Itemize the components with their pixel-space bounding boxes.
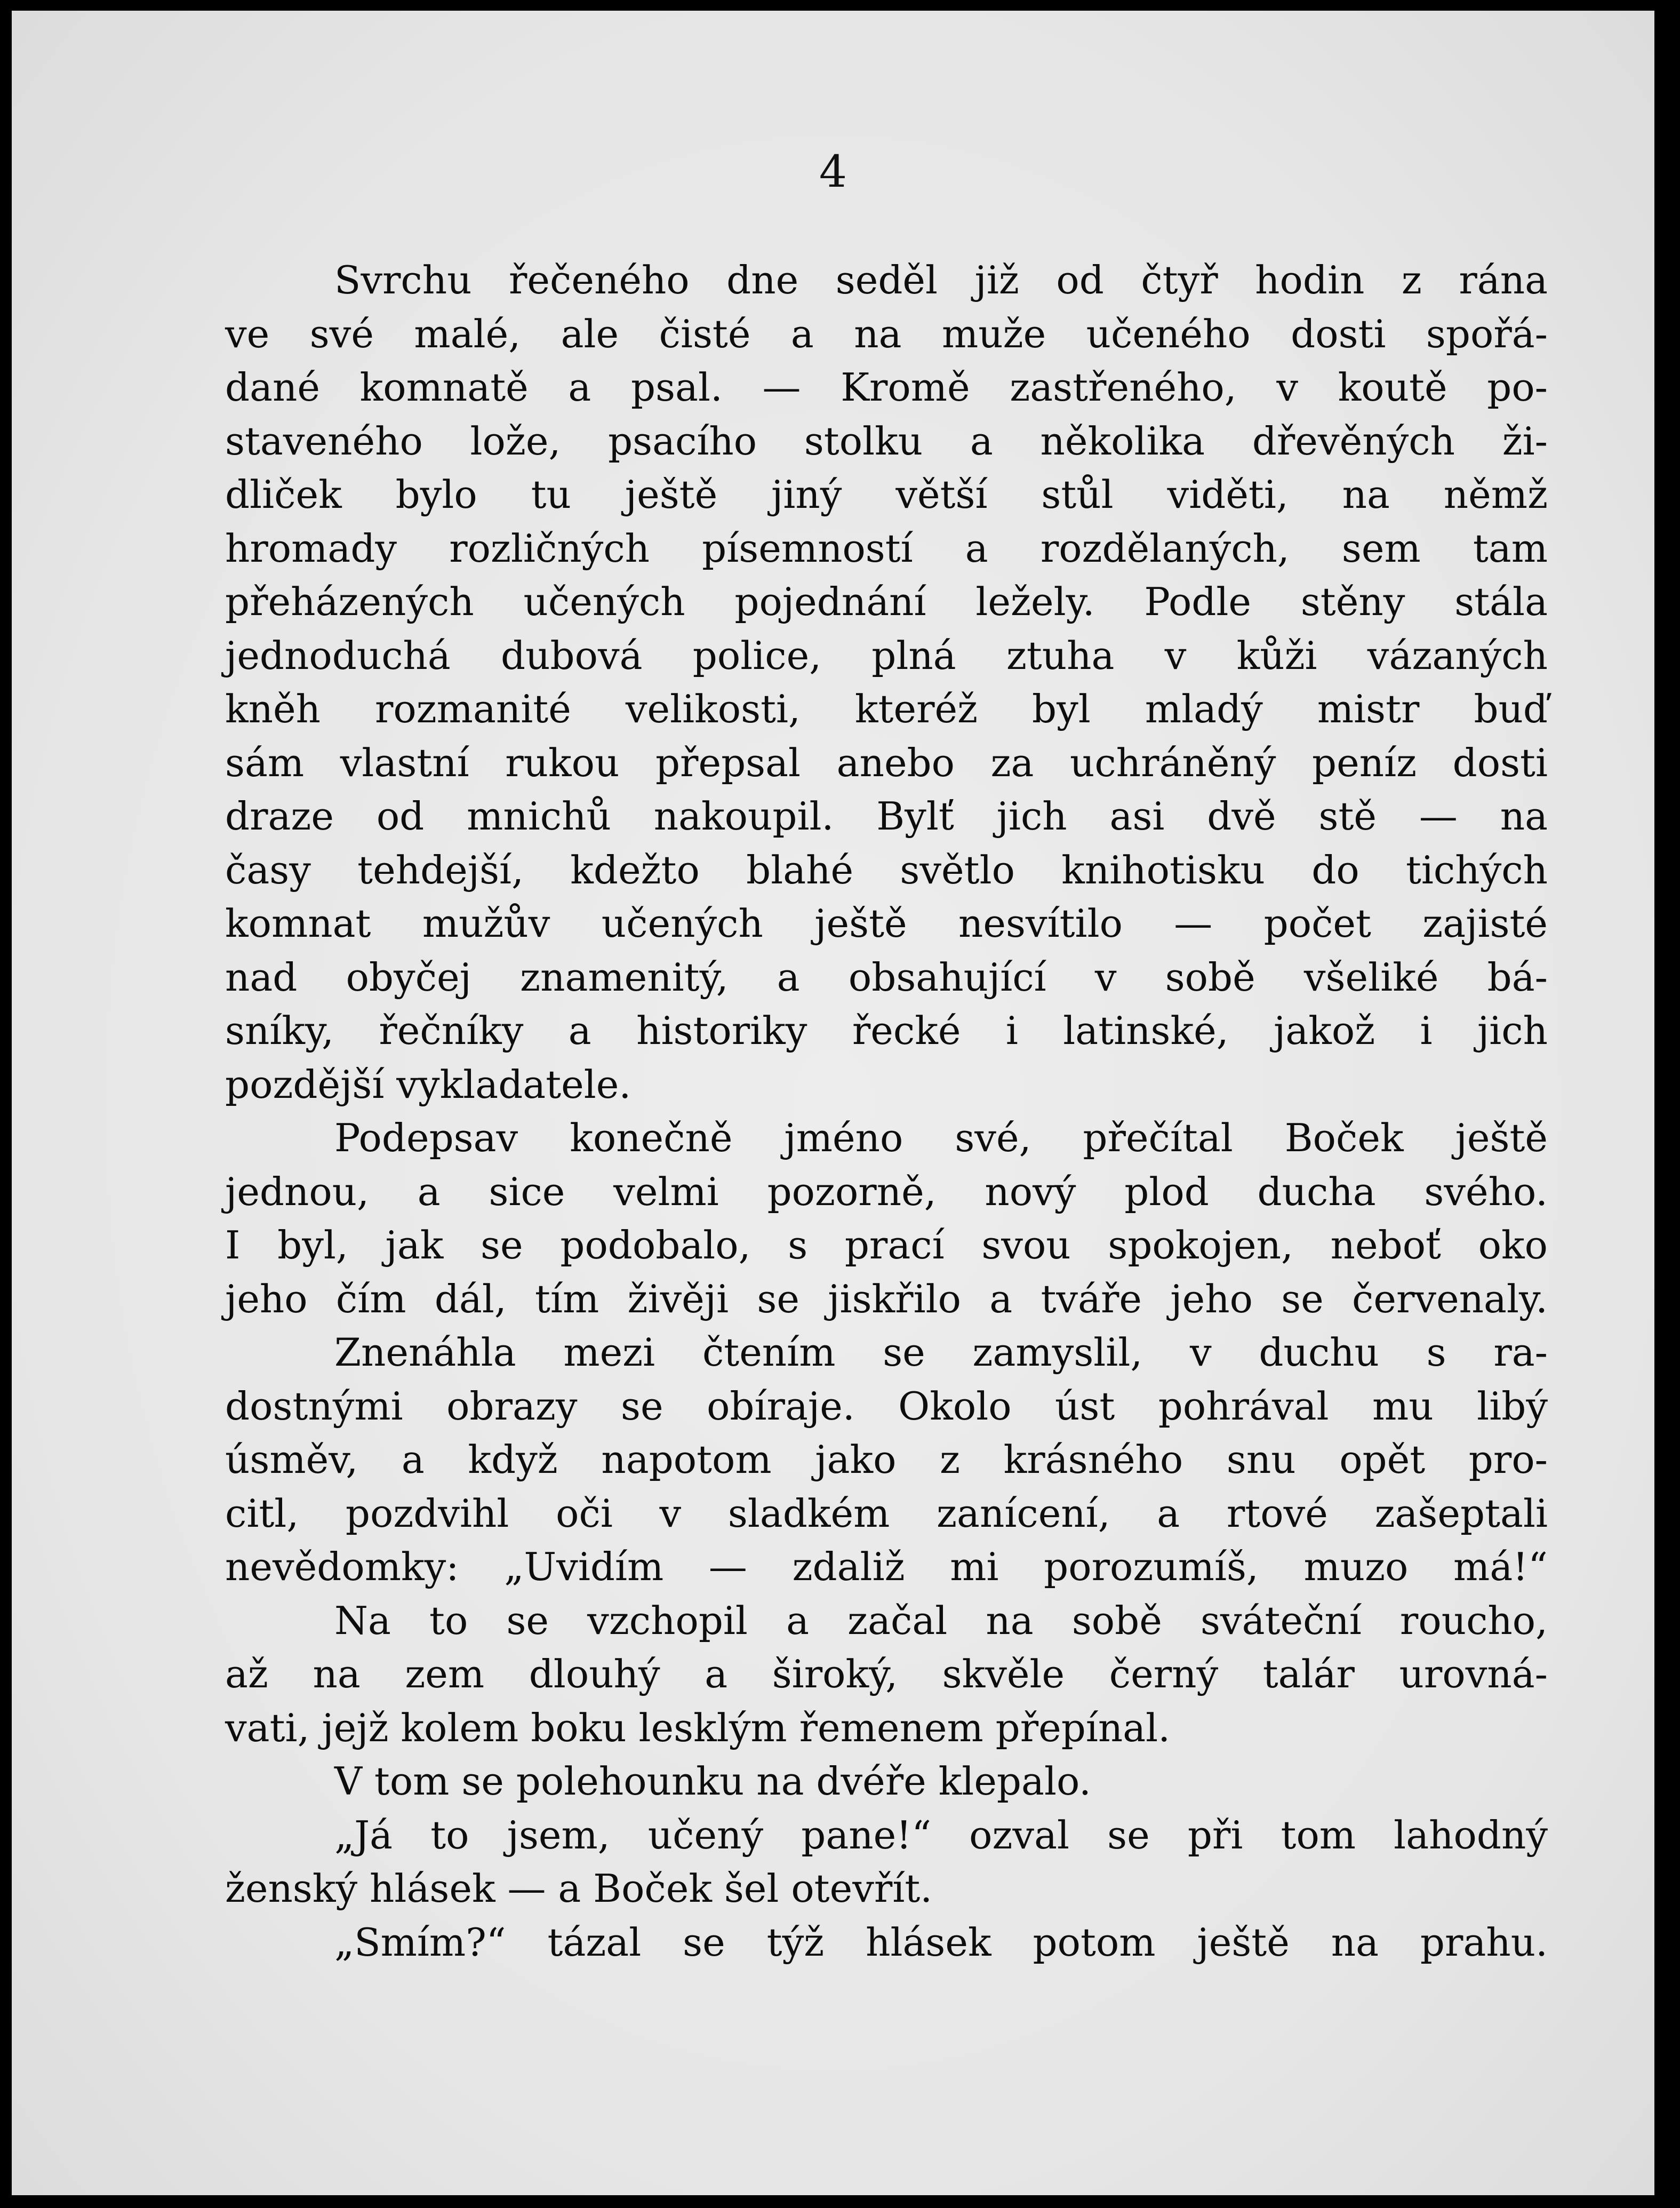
text-line: dané komnatě a psal. — Kromě zastřeného, v koutě po- xyxy=(225,365,1548,410)
text-line: ve své malé, ale čisté a na muže učeného dosti spořá- xyxy=(225,311,1548,356)
text-line: Svrchu řečeného dne seděl již od čtyř hodin z rána xyxy=(334,258,1548,302)
paragraph-6 xyxy=(225,1808,1548,1916)
text-line: komnat mužův učených ještě nesvítilo — počet zajisté xyxy=(225,901,1548,946)
text-line: jednou, a sice velmi pozorně, nový plod ducha svého. xyxy=(225,1169,1548,1214)
text-line: Na to se vzchopil a začal na sobě sváteční roucho, xyxy=(334,1598,1548,1643)
text-line: úsměv, a když napotom jako z krásného snu opět pro- xyxy=(225,1437,1548,1482)
text-line: sám vlastní rukou přepsal anebo za uchráněný peníz dosti xyxy=(225,740,1548,785)
text-line: hromady rozličných písemností a rozdělaných, sem tam xyxy=(225,525,1548,571)
text-line: draze od mnichů nakoupil. Bylť jich asi dvě stě — na xyxy=(225,794,1548,839)
text-line: Podepsav konečně jméno své, přečítal Boček ještě xyxy=(334,1115,1548,1160)
text-line: dliček bylo tu ještě jiný větší stůl viděti, na němž xyxy=(225,472,1548,517)
text-line: „Smím?“ tázal se týž hlásek potom ještě na prahu. xyxy=(334,1919,1548,1965)
text-line: nad obyčej znamenitý, a obsahující v sobě všeliké bá- xyxy=(225,954,1548,1000)
book-page xyxy=(12,11,1654,2195)
text-line: přeházených učených pojednání ležely. Podle stěny stála xyxy=(225,579,1548,624)
text-line: až na zem dlouhý a široký, skvěle černý talár urovná- xyxy=(225,1652,1548,1696)
text-line: jeho čím dál, tím živěji se jiskřilo a tváře jeho se červenaly. xyxy=(225,1276,1548,1321)
text-line: I byl, jak se podobalo, s prací svou spokojen, neboť oko xyxy=(225,1223,1548,1268)
body-text xyxy=(225,253,1548,1969)
text-line: pozdější vykladatele. xyxy=(225,1062,631,1107)
paragraph-7 xyxy=(225,1916,1548,1970)
paragraph-1 xyxy=(225,253,1548,1111)
text-line: citl, pozdvihl oči v sladkém zanícení, a rtové zašeptali xyxy=(225,1490,1548,1536)
page-number: 4 xyxy=(819,147,847,197)
text-line: V tom se polehounku na dvéře klepalo. xyxy=(334,1759,1091,1804)
text-line: ženský hlásek — a Boček šel otevřít. xyxy=(225,1866,933,1911)
paragraph-4 xyxy=(225,1594,1548,1755)
text-line: vati, jejž kolem boku lesklým řemenem přepínal. xyxy=(225,1705,1171,1750)
text-line: staveného lože, psacího stolku a několika dřevěných ži- xyxy=(225,418,1548,464)
text-line: „Já to jsem, učený pane!“ ozval se při tom lahodný xyxy=(334,1812,1548,1858)
paragraph-3 xyxy=(225,1326,1548,1594)
text-line: nevědomky: „Uvidím — zdaliž mi porozumíš, muzo má!“ xyxy=(225,1544,1548,1589)
text-line: Znenáhla mezi čtením se zamyslil, v duchu s ra- xyxy=(334,1330,1548,1375)
text-line: dostnými obrazy se obíraje. Okolo úst pohrával mu libý xyxy=(225,1383,1548,1429)
text-line: časy tehdejší, kdežto blahé světlo knihotisku do tichých xyxy=(225,847,1548,892)
text-line: jednoduchá dubová police, plná ztuha v kůži vázaných xyxy=(225,633,1548,678)
paragraph-2 xyxy=(225,1111,1548,1326)
paragraph-5 xyxy=(225,1755,1548,1808)
text-line: kněh rozmanité velikosti, kteréž byl mladý mistr buď xyxy=(225,687,1548,731)
text-line: sníky, řečníky a historiky řecké i latinské, jakož i jich xyxy=(225,1008,1548,1053)
